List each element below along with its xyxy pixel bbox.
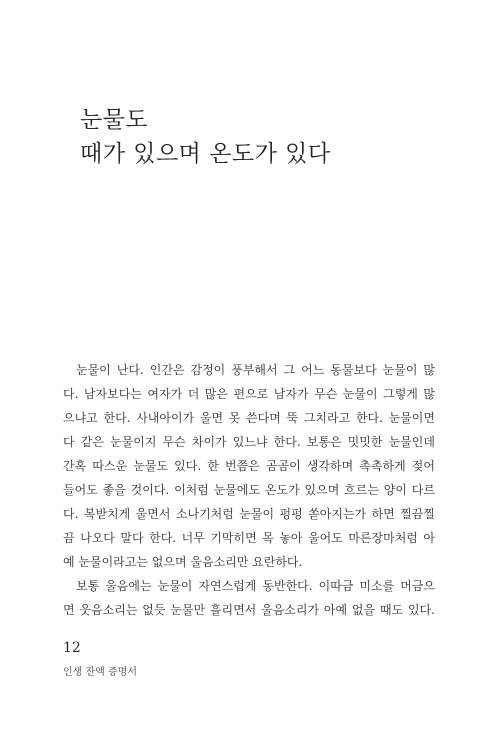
body-line-9: 예 눈물이라고는 없으며 울음소리만 요란하다. xyxy=(63,555,303,569)
body-line-6: 들어도 좋을 것이다. 이처럼 눈물에도 온도가 있으며 흐르는 양이 다르 xyxy=(63,483,435,497)
body-line-11: 면 웃음소리는 없듯 눈물만 흘리면서 울음소리가 아예 없을 때도 있다. xyxy=(63,603,435,617)
body-line-1: 눈물이 난다. 인간은 감정이 풍부해서 그 어느 동물보다 눈물이 많 xyxy=(76,363,435,377)
body-text xyxy=(63,358,435,622)
body-line-4: 다 같은 눈물이지 무슨 차이가 있느냐 한다. 보통은 밋밋한 눈물인데 xyxy=(63,435,435,449)
body-line-10: 보통 울음에는 눈물이 자연스럽게 동반한다. 이따금 미소를 머금으 xyxy=(76,579,435,593)
body-line-5: 간혹 따스운 눈물도 있다. 한 번쯤은 곰곰이 생각하며 촉촉하게 젖어 xyxy=(63,459,435,473)
running-footer-title: 인생 잔액 증명서 xyxy=(63,667,137,678)
body-line-3: 으냐고 한다. 사내아이가 울면 못 쓴다며 뚝 그치라고 한다. 눈물이면 xyxy=(63,411,435,425)
chapter-title xyxy=(80,103,331,171)
chapter-title-line-2: 때가 있으며 온도가 있다 xyxy=(80,141,331,167)
body-line-2: 다. 남자보다는 여자가 더 많은 편으로 남자가 무슨 눈물이 그렇게 많 xyxy=(63,387,435,401)
body-line-7: 다. 복받치게 울면서 소나기처럼 눈물이 펑펑 쏟아지는가 하면 찔끔찔 xyxy=(63,507,435,521)
body-line-8: 끔 나오다 말다 한다. 너무 기막히면 목 놓아 울어도 마른장마처럼 아 xyxy=(63,531,435,545)
page-number: 12 xyxy=(63,640,81,656)
chapter-title-line-1: 눈물도 xyxy=(80,107,149,133)
